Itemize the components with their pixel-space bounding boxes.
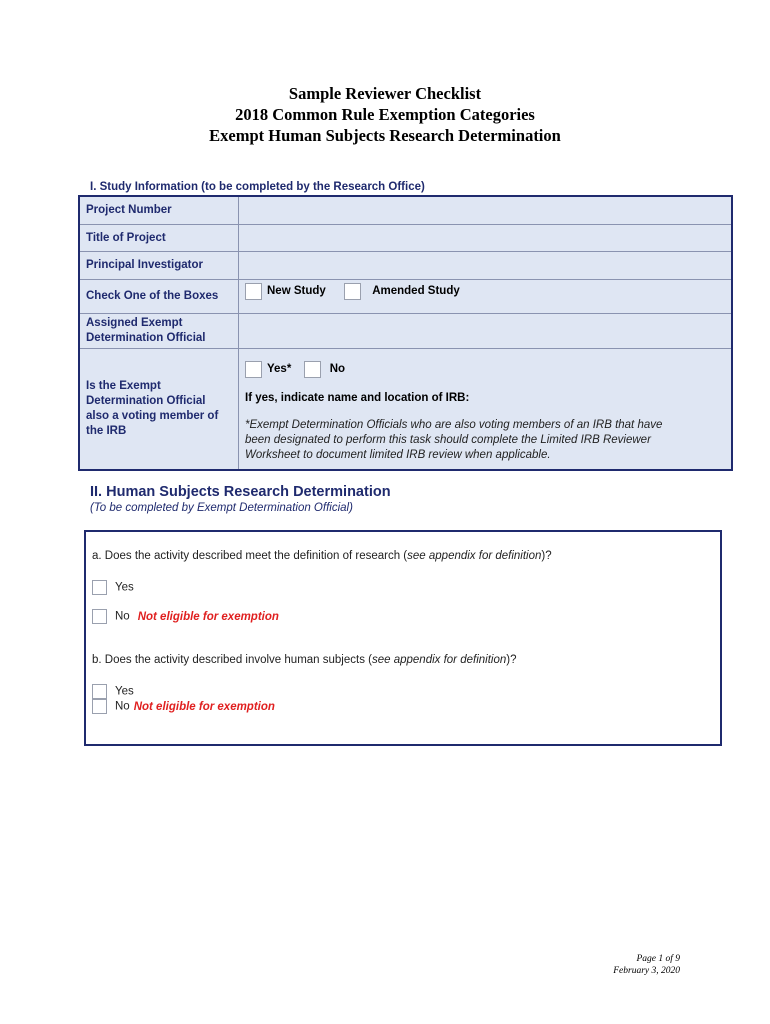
question-a-no-option bbox=[92, 609, 279, 624]
voting-member-label-line-3: also a voting member of bbox=[86, 409, 219, 422]
voting-yes-label: Yes* bbox=[267, 363, 292, 375]
study-type-options bbox=[239, 279, 733, 313]
assigned-official-field[interactable] bbox=[239, 313, 733, 348]
question-a-yes-option bbox=[92, 580, 134, 595]
voting-yes-checkbox[interactable] bbox=[245, 361, 262, 378]
study-information-table bbox=[78, 195, 733, 471]
question-b-yes-label: Yes bbox=[115, 685, 134, 698]
note-line-2: been designated to perform this task should complete the Limited IRB Reviewer bbox=[245, 433, 651, 446]
amended-study-checkbox[interactable] bbox=[344, 283, 361, 300]
title-line-2: 2018 Common Rule Exemption Categories bbox=[235, 105, 535, 124]
new-study-label: New Study bbox=[267, 285, 326, 297]
question-a-no-label: No bbox=[115, 610, 130, 623]
voting-member-label-line-4: the IRB bbox=[86, 424, 127, 437]
note-line-1: *Exempt Determination Officials who are also voting members of an IRB that have bbox=[245, 418, 663, 431]
section-1-heading: I. Study Information (to be completed by the Research Office) bbox=[90, 181, 425, 193]
question-b-italic: see appendix for definition bbox=[371, 654, 507, 666]
new-study-checkbox[interactable] bbox=[245, 283, 262, 300]
question-b-not-eligible: Not eligible for exemption bbox=[133, 700, 275, 713]
principal-investigator-label: Principal Investigator bbox=[79, 251, 239, 279]
question-b-suffix: )? bbox=[506, 654, 517, 666]
assigned-official-label-line-1: Assigned Exempt bbox=[86, 316, 183, 329]
question-a bbox=[92, 550, 552, 562]
question-b-yes-option bbox=[92, 684, 134, 699]
question-a-yes-checkbox[interactable] bbox=[92, 580, 107, 595]
question-a-no-checkbox[interactable] bbox=[92, 609, 107, 624]
voting-member-label-line-2: Determination Official bbox=[86, 394, 206, 407]
question-a-suffix: )? bbox=[541, 550, 552, 562]
question-b-no-option bbox=[92, 699, 275, 714]
section-2-subheading: (To be completed by Exempt Determination Official) bbox=[90, 502, 353, 514]
question-b-yes-checkbox[interactable] bbox=[92, 684, 107, 699]
title-of-project-label: Title of Project bbox=[79, 224, 239, 251]
document-title bbox=[0, 83, 770, 146]
note-line-3: Worksheet to document limited IRB review when applicable. bbox=[245, 448, 551, 461]
title-line-3: Exempt Human Subjects Research Determination bbox=[209, 126, 561, 145]
title-of-project-field[interactable] bbox=[239, 224, 733, 251]
check-one-label: Check One of the Boxes bbox=[79, 279, 239, 313]
title-line-1: Sample Reviewer Checklist bbox=[288, 84, 482, 103]
question-a-italic: see appendix for definition bbox=[407, 550, 542, 562]
voting-no-label: No bbox=[329, 363, 346, 375]
human-subjects-determination-box bbox=[84, 530, 722, 746]
project-number-field[interactable] bbox=[239, 196, 733, 224]
voting-member-label-line-1: Is the Exempt bbox=[86, 379, 161, 392]
question-b-prefix: b. Does the activity described involve human subjects ( bbox=[92, 654, 372, 666]
irb-name-location-question: If yes, indicate name and location of IRB: bbox=[245, 391, 470, 404]
page-footer bbox=[560, 953, 680, 977]
question-a-not-eligible: Not eligible for exemption bbox=[137, 610, 279, 623]
question-b bbox=[92, 654, 516, 666]
voting-member-label bbox=[79, 348, 239, 470]
project-number-label: Project Number bbox=[79, 196, 239, 224]
question-b-no-checkbox[interactable] bbox=[92, 699, 107, 714]
page-number: Page 1 of 9 bbox=[636, 954, 680, 964]
amended-study-label: Amended Study bbox=[372, 285, 460, 297]
assigned-official-label bbox=[79, 313, 239, 348]
principal-investigator-field[interactable] bbox=[239, 251, 733, 279]
section-2-heading: II. Human Subjects Research Determination bbox=[90, 484, 391, 500]
voting-member-note bbox=[245, 418, 725, 463]
footer-date: February 3, 2020 bbox=[613, 966, 680, 976]
voting-member-options bbox=[245, 361, 725, 378]
question-b-no-label: No bbox=[115, 700, 130, 713]
assigned-official-label-line-2: Determination Official bbox=[86, 331, 206, 344]
question-a-prefix: a. Does the activity described meet the definition of research ( bbox=[92, 550, 408, 562]
question-a-yes-label: Yes bbox=[115, 581, 134, 594]
voting-no-checkbox[interactable] bbox=[304, 361, 321, 378]
voting-member-cell bbox=[239, 348, 733, 470]
